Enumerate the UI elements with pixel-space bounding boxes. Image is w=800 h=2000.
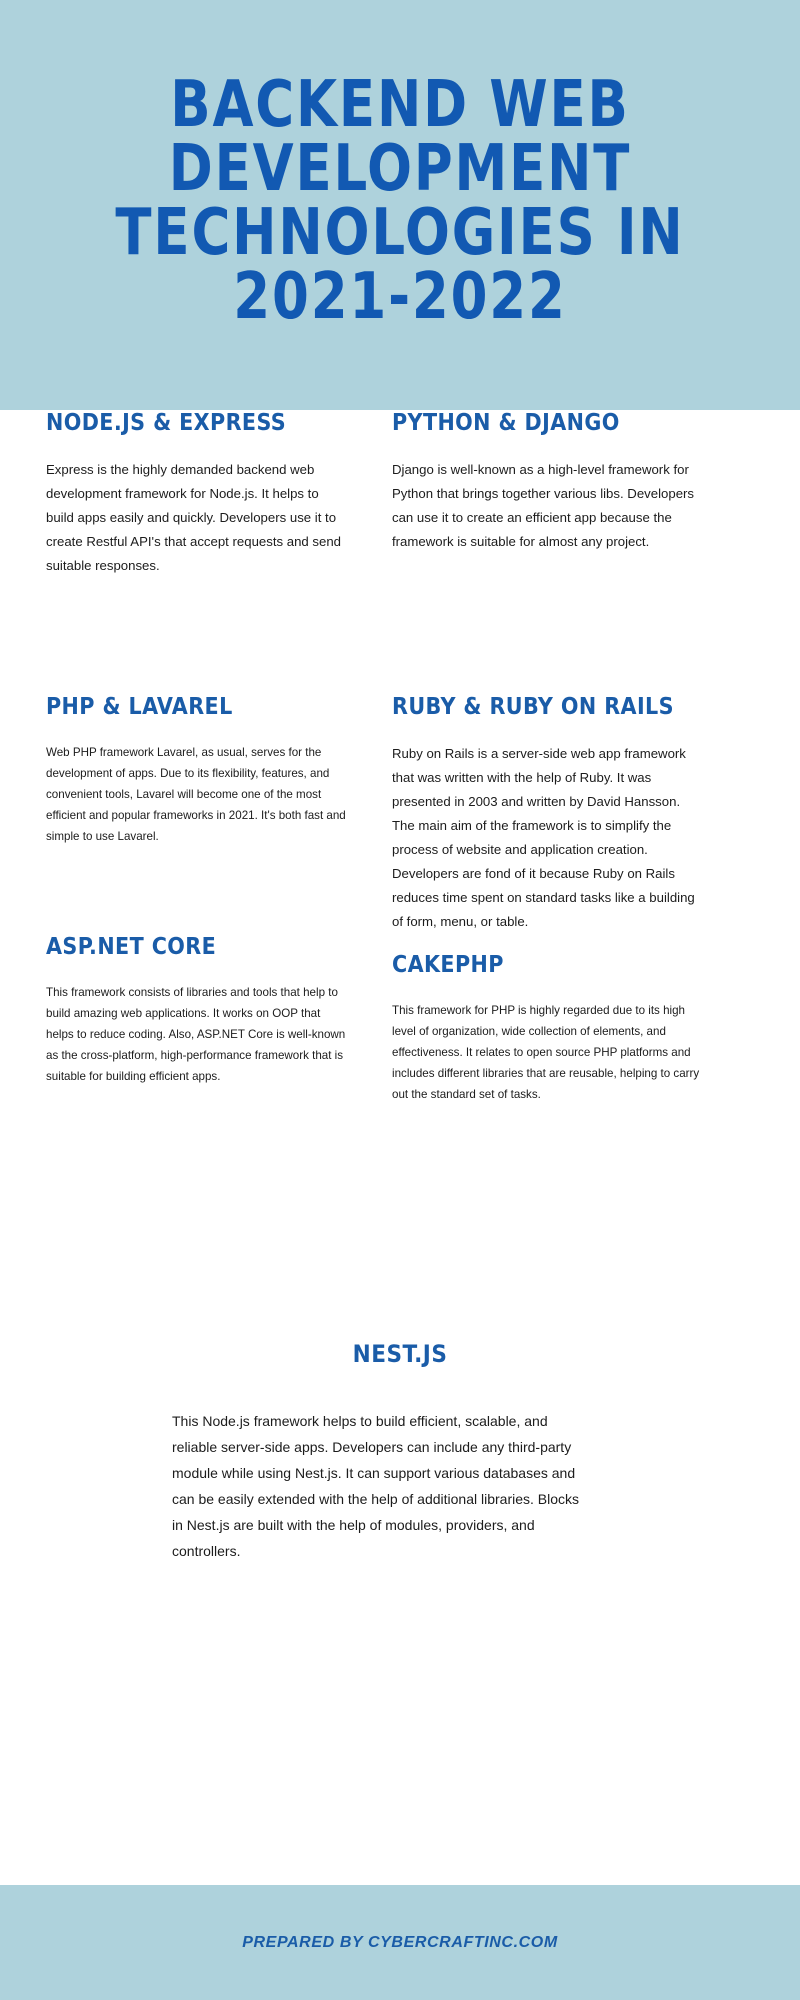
section-python-django xyxy=(392,410,702,554)
section-nodejs-express xyxy=(46,410,346,578)
section-body: This Node.js framework helps to build efficient, scalable, and reliable server-side apps. Developers can include any third-party module while using Nest.js. It can support various databases and can be easily extended with the help of additional libraries. Blocks in Nest.js are built with the help of modules, providers, and controllers. xyxy=(172,1413,580,1559)
section-heading: NODE.JS & EXPRESS xyxy=(46,410,287,436)
section-body: This framework for PHP is highly regarded due to its high level of organization, wide collection of elements, and effectiveness. It relates to open source PHP platforms and includes different libraries that are reusable, helping to carry out the standard set of tasks. xyxy=(392,1004,700,1101)
section-row-2 xyxy=(0,658,800,929)
section-body: Ruby on Rails is a server-side web app framework that was written with the help of Ruby. It was presented in 2003 and written by David Hansson. The main aim of the framework is to simplify the process of website and application creation. Developers are fond of it because Ruby on Rails reduces time spent on standard tasks like a building of form, menu, or table. xyxy=(392,746,695,929)
footer-credit: PREPARED BY CYBERCRAFTINC.COM xyxy=(242,1933,558,1951)
section-body: Express is the highly demanded backend web development framework for Node.js. It helps to build apps easily and quickly. Developers use it to create Restful API's that accept requests and send suitable responses. xyxy=(46,462,342,573)
section-cakephp xyxy=(392,952,702,1105)
section-body: Web PHP framework Lavarel, as usual, serves for the development of apps. Due to its flexibility, features, and convenient tools, Lavarel will become one of the most efficient and popular frameworks in 2021. It's both fast and simple to use Lavarel. xyxy=(46,746,346,843)
section-nestjs xyxy=(0,1340,800,1564)
section-php-lavarel xyxy=(46,694,346,847)
section-body: Django is well-known as a high-level framework for Python that brings together various libs. Developers can use it to create an efficient app because the framework is suitable for almost any project. xyxy=(392,462,695,549)
page-title: BACKEND WEB DEVELOPMENT TECHNOLOGIES IN 2021-2022 xyxy=(115,67,685,334)
section-heading: RUBY & RUBY ON RAILS xyxy=(392,694,674,720)
footer-banner xyxy=(0,1885,800,2000)
header-banner xyxy=(0,0,800,410)
section-heading: NEST.JS xyxy=(352,1340,448,1368)
section-row-3 xyxy=(0,908,800,1138)
section-row-1 xyxy=(0,410,800,658)
section-body: This framework consists of libraries and tools that help to build amazing web applications. It works on OOP that helps to reduce coding. Also, ASP.NET Core is well-known as the cross-platform, high-performance framework that is suitable for building efficient apps. xyxy=(46,986,346,1083)
section-ruby-rails xyxy=(392,694,702,934)
content-area xyxy=(0,410,800,1138)
section-heading: PYTHON & DJANGO xyxy=(392,410,620,436)
section-heading: CAKEPHP xyxy=(392,952,504,978)
section-aspnet-core xyxy=(46,934,346,1087)
section-heading: PHP & LAVAREL xyxy=(46,694,233,720)
section-heading: ASP.NET CORE xyxy=(46,934,217,960)
